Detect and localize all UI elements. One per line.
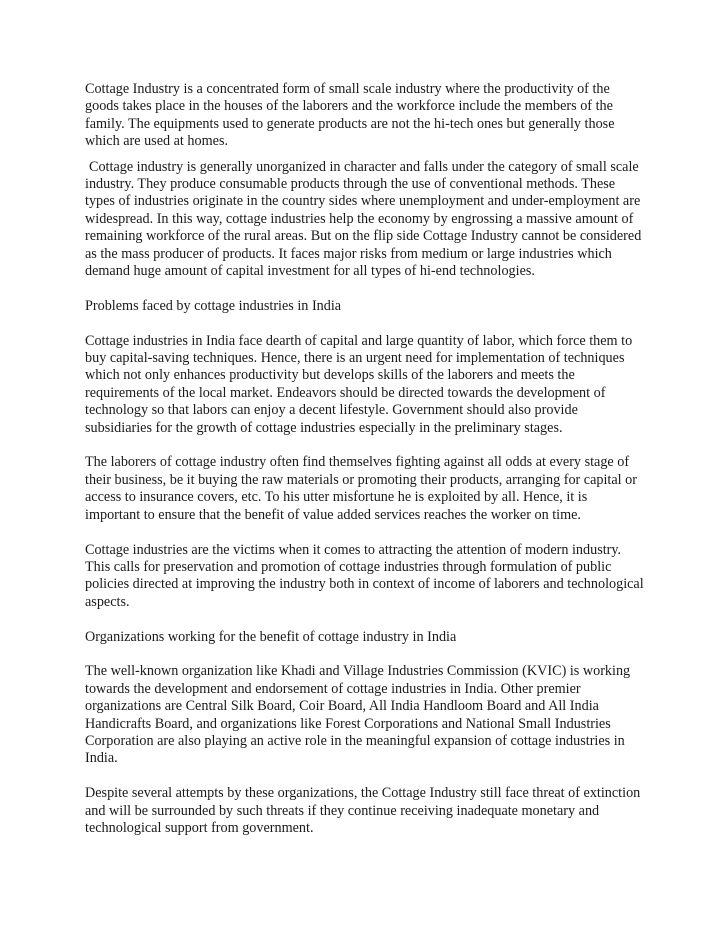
- document-page: [85, 81, 645, 855]
- kvic-paragraph: The well-known organization like Khadi and Village Industries Commission (KVIC) is working towards the development and endorsement of cottage industries in India. Other premier organizations are Central Silk Board, Coir Board, All India Handloom Board and All India Handicrafts Board, and organizations like Forest Corporations and National Small Industries Corporation are also playing an active role in the meaningful expansion of cottage industries in India.: [85, 663, 631, 767]
- unorganized-paragraph: Cottage industry is generally unorganized in character and falls under the category of small scale industry. They produce consumable products through the use of conventional methods. These types of industries originate in the country sides where unemployment and under-employment are widespread. In this way, cottage industries help the economy by engrossing a massive amount of remaining workforce of the rural areas. But on the flip side Cottage Industry cannot be considered as the mass producer of products. It faces major risks from medium or large industries which demand huge amount of capital investment for all types of hi-end technologies.: [85, 158, 642, 280]
- laborers-paragraph: The laborers of cottage industry often find themselves fighting against all odds at every stage of their business, be it buying the raw materials or promoting their products, arranging for capital or access to insurance covers, etc. To his utter misfortune he is exploited by all. Hence, it is important to ensure that the benefit of value added services reaches the worker on time.: [85, 454, 637, 523]
- problems-heading: Problems faced by cottage industries in India: [85, 297, 342, 314]
- victims-paragraph: Cottage industries are the victims when it comes to attracting the attention of modern industry. This calls for preservation and promotion of cottage industries through formulation of public policies directed at improving the industry both in context of income of laborers and technological aspects.: [85, 541, 644, 610]
- capital-paragraph: Cottage industries in India face dearth of capital and large quantity of labor, which force them to buy capital-saving techniques. Hence, there is an urgent need for implementation of techniques which not only enhances productivity but develops skills of the laborers and meets the requirements of the local market. Endeavors should be directed towards the development of technology so that labors can enjoy a decent lifestyle. Government should also provide subsidiaries for the growth of cottage industries especially in the preliminary stages.: [85, 332, 633, 436]
- conclusion-paragraph: Despite several attempts by these organizations, the Cottage Industry still face threat of extinction and will be surrounded by such threats if they continue receiving inadequate monetary and technological support from government.: [85, 785, 641, 836]
- organizations-heading: Organizations working for the benefit of cottage industry in India: [85, 628, 457, 645]
- intro-paragraph: Cottage Industry is a concentrated form of small scale industry where the productivity of the goods takes place in the houses of the laborers and the workforce include the members of the family. The equipments used to generate products are not the hi-tech ones but generally those which are used at homes.: [85, 81, 615, 150]
